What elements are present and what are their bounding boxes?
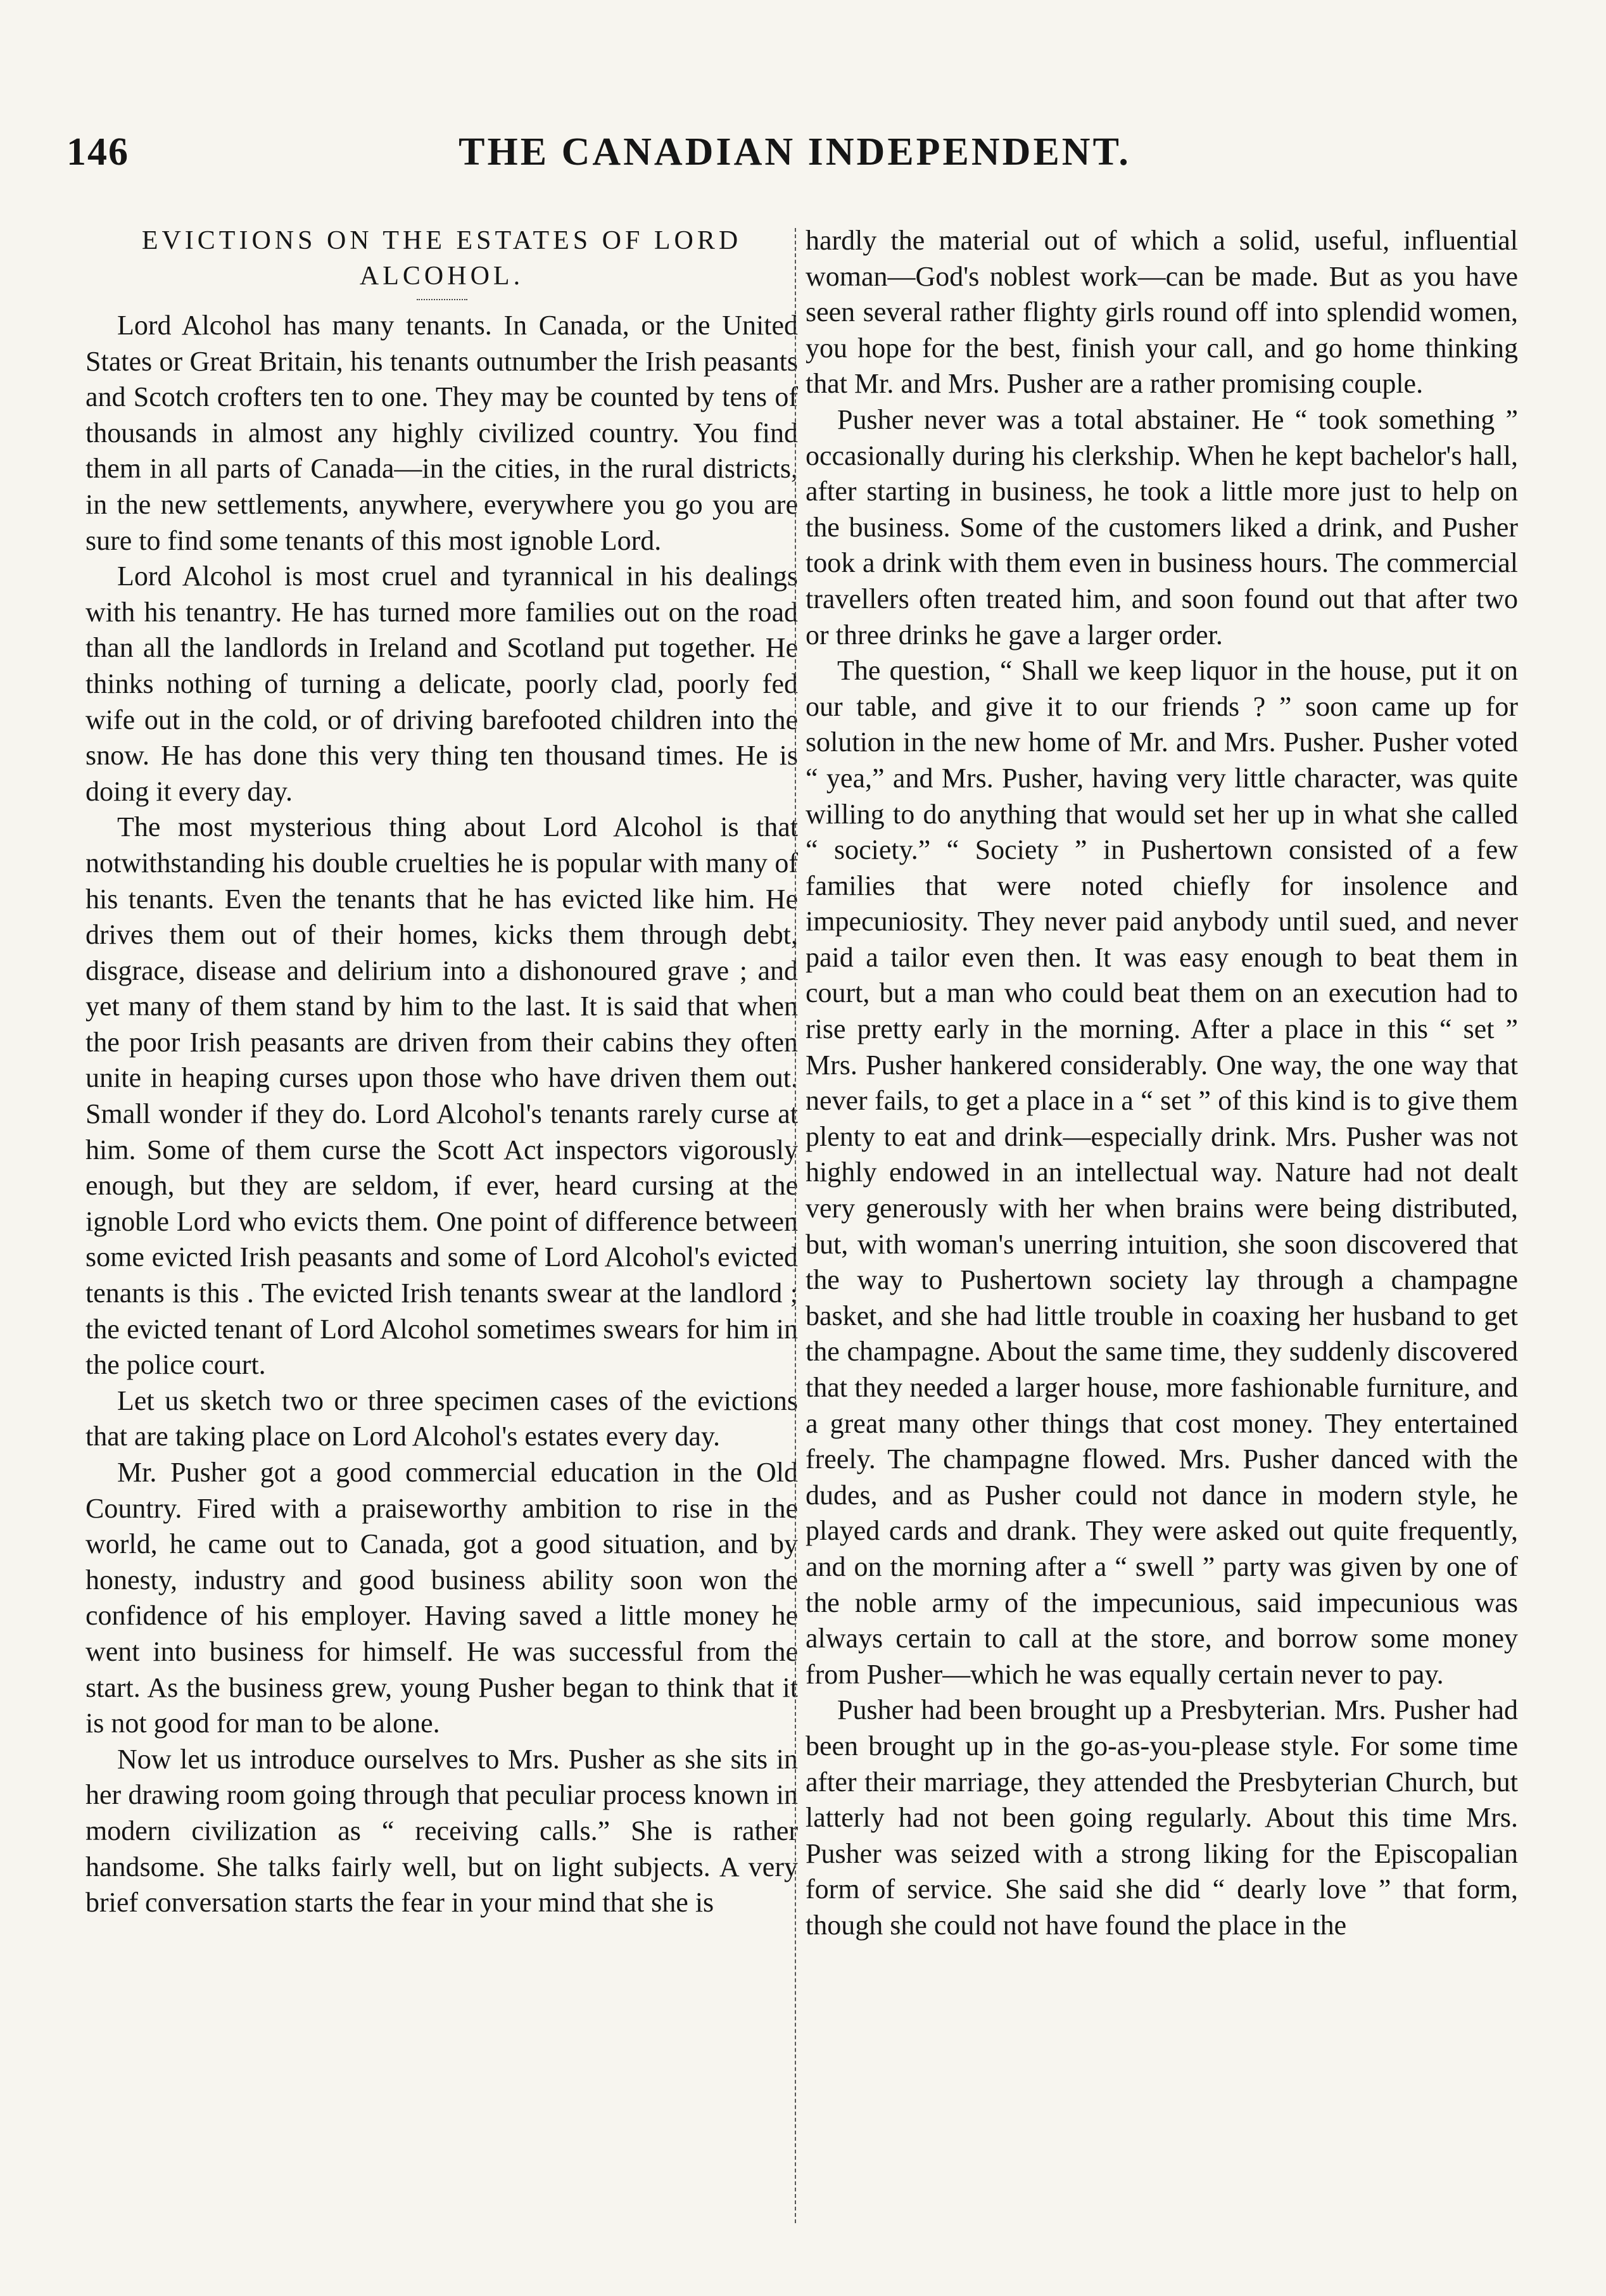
journal-title: THE CANADIAN INDEPENDENT. — [458, 130, 1131, 174]
article-title: EVICTIONS ON THE ESTATES OF LORD ALCOHOL. — [141, 226, 742, 291]
left-column — [85, 223, 798, 1921]
paragraph: Lord Alcohol has many tenants. In Canada, or the United States or Great Britain, his tenants outnumber the Irish peasants and Scotch crofters ten to one. They may be counted by tens of thousands in almost any highly civilized country. You find them in all parts of Canada—in the cities, in the rural districts, in the new settlements, anywhere, everywhere you go you are sure to find some tenants of this most ignoble Lord. — [85, 310, 798, 556]
paragraph: Let us sketch two or three specimen cases of the evictions that are taking place on Lord Alcohol's estates every day. — [85, 1385, 798, 1452]
column-divider — [795, 228, 796, 2223]
paragraph: The question, “ Shall we keep liquor in the house, put it on our table, and give it to our friends ? ” soon came up for solution in the new home of Mr. and Mrs. Pusher. Pusher voted “ yea,” and Mrs. Pusher, having very little character, was quite willing to do anything that would set her up in what she called “ society.” “ Society ” in Pushertown consisted of a few families that were noted chiefly for insolence and impecuniosity. They never paid anybody until sued, and never paid a tailor even then. It was easy enough to beat them in court, but a man who could beat them on an execution had to rise pretty early in the morning. After a place in this “ set ” Mrs. Pusher hankered considerably. One way, the one way that never fails, to get a place in a “ set ” of this kind is to give them plenty to eat and drink—especially drink. Mrs. Pusher was not highly endowed in an intellectual way. Nature had not dealt very generously with her when brains were being distributed, but, with woman's unerring intuition, she soon discovered that the way to Pushertown society lay through a champagne basket, and she had little trouble in coaxing her husband to get the champagne. About the same time, they suddenly discovered that they needed a larger house, more fashionable furniture, and a great many other things that cost money. They entertained freely. The champagne flowed. Mrs. Pusher danced with the dudes, and as Pusher could not dance in modern style, he played cards and drank. They were asked out quite frequently, and on the morning after a “ swell ” party was given by one of the noble army of the impecunious, said impecunious was always certain to call at the store, and borrow some money from Pusher—which he was equally certain never to pay. — [806, 655, 1518, 1690]
paragraph: Pusher had been brought up a Presbyterian. Mrs. Pusher had been brought up in the go-as-you-please style. For some time after their marriage, they attended the Presbyterian Church, but latterly had not been going regularly. About this time Mrs. Pusher was seized with a strong liking for the Episcopalian form of service. She said she did “ dearly love ” that form, though she could not have found the place in the — [806, 1694, 1518, 1941]
page-number: 146 — [66, 130, 129, 174]
paragraph: The most mysterious thing about Lord Alcohol is that notwithstanding his double cruelties he is popular with many of his tenants. Even the tenants that he has evicted like him. He drives them out of their homes, kicks them through debt, disgrace, disease and delirium into a dishonoured grave ; and yet many of them stand by him to the last. It is said that when the poor Irish peasants are driven from their cabins they often unite in heaping curses upon those who have driven them out. Small wonder if they do. Lord Alcohol's tenants rarely curse at him. Some of them curse the Scott Act inspectors vigorously enough, but they are seldom, if ever, heard cursing at the ignoble Lord who evicts them. One point of difference between some evicted Irish peasants and some of Lord Alcohol's evicted tenants is this . The evicted Irish tenants swear at the landlord ; the evicted tenant of Lord Alcohol sometimes swears for him in the police court. — [85, 811, 798, 1381]
paragraph: Now let us introduce ourselves to Mrs. Pusher as she sits in her drawing room going through that peculiar process known in modern civilization as “ receiving calls.” She is rather handsome. She talks fairly well, but on light subjects. A very brief conversation starts the fear in your mind that she is — [85, 1743, 798, 1919]
paragraph-continuation: hardly the material out of which a solid, useful, influential woman—God's noblest work—can be made. But as you have seen several rather flighty girls round off into splendid women, you hope for the best, finish your call, and go home thinking that Mr. and Mrs. Pusher are a rather promising couple. — [806, 225, 1518, 400]
running-head — [66, 127, 1523, 177]
title-divider — [417, 299, 467, 300]
paragraph: Mr. Pusher got a good commercial education in the Old Country. Fired with a praiseworthy ambition to rise in the world, he came out to Canada, got a good situation, and by honesty, industry and good business ability soon won the confidence of his employer. Having saved a little money he went into business for himself. He was successful from the start. As the business grew, young Pusher began to think that it is not good for man to be alone. — [85, 1457, 798, 1739]
paragraph: Lord Alcohol is most cruel and tyrannical in his dealings with his tenantry. He has turned more families out on the road than all the landlords in Ireland and Scotland put together. He thinks nothing of turning a delicate, poorly clad, poorly fed wife out in the cold, or of driving barefooted children into the snow. He has done this very thing ten thousand times. He is doing it every day. — [85, 561, 798, 807]
paragraph: Pusher never was a total abstainer. He “ took something ” occasionally during his clerkship. When he kept bachelor's hall, after starting in business, he took a little more just to help on the business. Some of the customers liked a drink, and Pusher took a drink with them even in business hours. The commercial travellers often treated him, and soon found out that after two or three drinks he gave a larger order. — [806, 403, 1518, 650]
right-column — [806, 223, 1518, 1944]
